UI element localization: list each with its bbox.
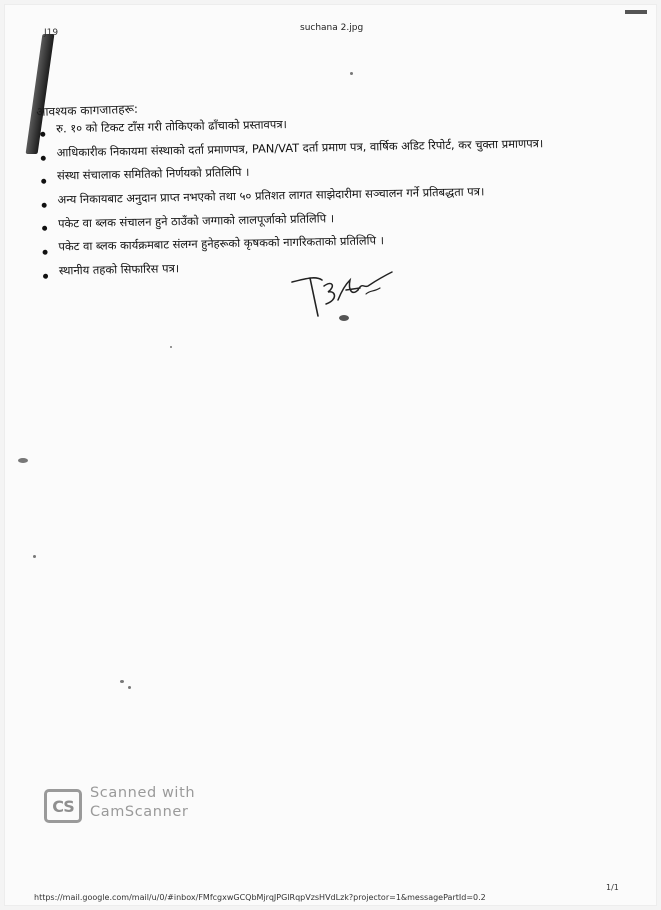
list-item-text: रु. १० को टिकट टाँस गरी तोकिएको ढाँचाको प्रस्तावपत्र। [56, 117, 287, 136]
scan-speck [18, 458, 28, 463]
list-item-text: आधिकारीक निकायमा संस्थाको दर्ता प्रमाणपत्र, PAN/VAT दर्ता प्रमाण पत्र, वार्षिक अडिट रिपोर्ट, कर चुक्ता प्रमाणपत्र। [56, 136, 544, 160]
print-footer-url: https://mail.google.com/mail/u/0/#inbox/FMfcgxwGCQbMjrqJPGlRqpVzsHVdLzk?projector=1&messagePartId=0.2 [34, 893, 486, 902]
print-file-name: suchana 2.jpg [300, 23, 364, 33]
camscanner-logo: CS [44, 789, 82, 823]
bullet-icon [41, 155, 46, 160]
watermark-line1: Scanned with [90, 785, 196, 801]
handwritten-signature [288, 260, 398, 324]
scan-edge-mark [625, 10, 647, 14]
list-item-text: पकेट वा ब्लक कार्यक्रमबाट संलग्न हुनेहरूको कृषकको नागरिकताको प्रतिलिपि । [58, 233, 385, 254]
list-item-text: संस्था संचालाक समितिको निर्णयको प्रतिलिपि । [56, 165, 250, 183]
required-documents-heading: आवश्यक कागजातहरू: [36, 101, 139, 119]
bullet-icon [42, 226, 47, 231]
list-item-text: अन्य निकायबाट अनुदान प्राप्त नभएको तथा ५० प्रतिशत लागत साझेदारीमा सञ्चालन गर्ने प्रतिबद्धता पत्र। [57, 184, 485, 207]
bullet-icon [40, 132, 45, 137]
print-footer-page: 1/1 [606, 883, 619, 892]
watermark-line2: CamScanner [90, 804, 189, 820]
camscanner-watermark [90, 784, 195, 822]
bullet-icon [42, 202, 47, 207]
scan-speck [128, 686, 131, 689]
bullet-icon [43, 273, 48, 278]
scan-speck [120, 680, 124, 683]
bullet-icon [41, 179, 46, 184]
scan-speck [350, 72, 353, 75]
scan-speck [170, 346, 172, 348]
scan-speck [33, 555, 36, 558]
list-item-text: स्थानीय तहको सिफारिस पत्र। [58, 261, 180, 278]
print-page-number: J19 [44, 28, 59, 38]
required-documents-list [30, 107, 593, 283]
bullet-icon [43, 250, 48, 255]
list-item-text: पकेट वा ब्लक संचालन हुने ठाउँको जग्गाको लालपूर्जाको प्रतिलिपि । [57, 210, 335, 231]
